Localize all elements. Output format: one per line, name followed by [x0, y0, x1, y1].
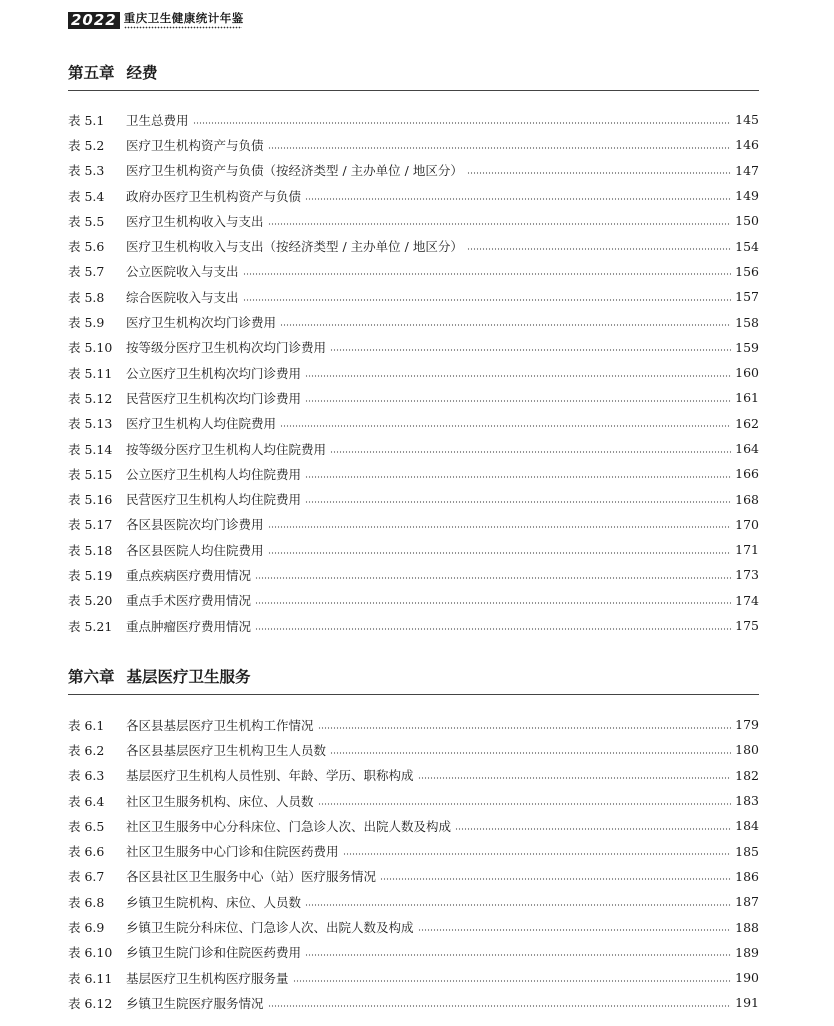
dot-leader	[243, 299, 731, 301]
dot-leader	[418, 777, 731, 779]
page-number: 187	[735, 894, 759, 910]
table-title: 重点疾病医疗费用情况	[126, 567, 252, 583]
table-title: 社区卫生服务机构、床位、人员数	[126, 793, 314, 809]
table-number: 表 5.14	[68, 441, 113, 457]
toc-entry[interactable]	[68, 588, 759, 613]
table-number: 表 5.16	[68, 492, 113, 508]
toc-entry[interactable]	[68, 512, 759, 537]
page-number: 150	[735, 213, 759, 229]
toc-entry[interactable]	[68, 788, 759, 813]
table-number: 表 6.8	[68, 894, 105, 910]
table-number: 表 6.1	[68, 717, 105, 733]
chapter-5-toc	[68, 107, 759, 638]
toc-entry[interactable]	[68, 537, 759, 562]
page-number: 160	[735, 365, 759, 381]
toc-entry[interactable]	[68, 813, 759, 838]
table-title: 按等级分医疗卫生机构次均门诊费用	[126, 340, 327, 356]
dot-leader	[467, 172, 731, 174]
table-number: 表 5.19	[68, 567, 113, 583]
table-number: 表 5.10	[68, 340, 113, 356]
toc-entry[interactable]	[68, 259, 759, 284]
page-number: 182	[735, 767, 759, 783]
toc-entry[interactable]	[68, 360, 759, 385]
dot-leader	[343, 853, 731, 855]
table-title: 重点手术医疗费用情况	[126, 593, 252, 609]
chapter-rule	[68, 694, 759, 695]
toc-entry[interactable]	[68, 486, 759, 511]
toc-entry[interactable]	[68, 965, 759, 990]
dot-leader	[305, 476, 731, 478]
book-title: 重庆卫生健康统计年鉴	[123, 11, 244, 25]
table-title: 乡镇卫生院分科床位、门急诊人次、出院人数及构成	[126, 920, 414, 936]
chapter-5-heading	[68, 62, 759, 91]
table-title: 公立医疗卫生机构次均门诊费用	[126, 365, 302, 381]
table-number: 表 6.10	[68, 945, 113, 961]
table-title: 医疗卫生机构次均门诊费用	[126, 315, 277, 331]
dot-leader	[380, 878, 731, 880]
toc-entry[interactable]	[68, 233, 759, 258]
table-title: 乡镇卫生院医疗服务情况	[126, 995, 264, 1011]
table-number: 表 5.5	[68, 213, 105, 229]
dot-leader	[243, 273, 731, 275]
table-number: 表 5.13	[68, 416, 113, 432]
page-number: 147	[735, 162, 759, 178]
toc-entry[interactable]	[68, 132, 759, 157]
toc-entry[interactable]	[68, 613, 759, 638]
dot-leader	[330, 752, 731, 754]
dot-leader	[255, 628, 731, 630]
dot-leader	[455, 828, 731, 830]
page-number: 159	[735, 339, 759, 355]
page-number: 162	[735, 415, 759, 431]
table-title: 乡镇卫生院机构、床位、人员数	[126, 894, 302, 910]
table-number: 表 5.1	[68, 112, 105, 128]
table-number: 表 6.12	[68, 995, 113, 1011]
table-number: 表 5.6	[68, 239, 105, 255]
dot-leader	[280, 324, 731, 326]
page-number: 154	[735, 238, 759, 254]
table-title: 各区县社区卫生服务中心（站）医疗服务情况	[126, 869, 377, 885]
dot-leader	[305, 400, 731, 402]
table-title: 基层医疗卫生机构人员性别、年龄、学历、职称构成	[126, 768, 414, 784]
toc-entry[interactable]	[68, 838, 759, 863]
table-title: 综合医院收入与支出	[126, 289, 239, 305]
table-number: 表 6.5	[68, 818, 105, 834]
dot-leader	[305, 375, 731, 377]
toc-entry[interactable]	[68, 208, 759, 233]
chapter-number: 第六章	[68, 667, 115, 686]
table-title: 政府办医疗卫生机构资产与负债	[126, 188, 302, 204]
dot-leader	[330, 451, 731, 453]
toc-entry[interactable]	[68, 889, 759, 914]
page-number: 188	[735, 919, 759, 935]
dot-leader	[418, 929, 731, 931]
table-title: 卫生总费用	[126, 112, 189, 128]
table-title: 公立医疗卫生机构人均住院费用	[126, 466, 302, 482]
table-number: 表 6.9	[68, 920, 105, 936]
chapter-rule	[68, 90, 759, 91]
page-number: 174	[735, 592, 759, 608]
table-title: 医疗卫生机构资产与负债（按经济类型 / 主办单位 / 地区分）	[126, 163, 463, 179]
table-title: 民营医疗卫生机构人均住院费用	[126, 492, 302, 508]
page-number: 170	[735, 516, 759, 532]
toc-entry[interactable]	[68, 990, 759, 1015]
page-number: 184	[735, 818, 759, 834]
toc-entry[interactable]	[68, 335, 759, 360]
dot-leader	[268, 147, 731, 149]
table-title: 各区县医院次均门诊费用	[126, 517, 264, 533]
toc-entry[interactable]	[68, 864, 759, 889]
table-title: 社区卫生服务中心分科床位、门急诊人次、出院人数及构成	[126, 818, 452, 834]
chapter-name: 基层医疗卫生服务	[126, 667, 251, 686]
table-number: 表 6.11	[68, 970, 113, 986]
dot-leader	[268, 552, 731, 554]
table-title: 医疗卫生机构收入与支出（按经济类型 / 主办单位 / 地区分）	[126, 239, 463, 255]
table-title: 乡镇卫生院门诊和住院医药费用	[126, 945, 302, 961]
table-number: 表 5.17	[68, 517, 113, 533]
table-number: 表 5.9	[68, 315, 105, 331]
page-number: 183	[735, 793, 759, 809]
page-number: 146	[735, 137, 759, 153]
year-badge: 2022	[68, 12, 120, 29]
table-title: 公立医院收入与支出	[126, 264, 239, 280]
table-title: 医疗卫生机构资产与负债	[126, 137, 264, 153]
dot-leader	[193, 122, 731, 124]
table-title: 基层医疗卫生机构医疗服务量	[126, 970, 289, 986]
toc-entry[interactable]	[68, 158, 759, 183]
table-title: 各区县基层医疗卫生机构卫生人员数	[126, 742, 327, 758]
page-number: 173	[735, 567, 759, 583]
toc-entry[interactable]	[68, 914, 759, 939]
toc-entry[interactable]	[68, 763, 759, 788]
dot-leader	[268, 526, 731, 528]
table-number: 表 6.3	[68, 768, 105, 784]
page-number: 168	[735, 491, 759, 507]
toc-entry[interactable]	[68, 461, 759, 486]
table-title: 医疗卫生机构人均住院费用	[126, 416, 277, 432]
toc-entry[interactable]	[68, 562, 759, 587]
page-number: 158	[735, 314, 759, 330]
toc-entry[interactable]	[68, 712, 759, 737]
table-number: 表 5.21	[68, 618, 113, 634]
table-title: 民营医疗卫生机构次均门诊费用	[126, 390, 302, 406]
dot-leader	[318, 727, 731, 729]
toc-entry[interactable]	[68, 940, 759, 965]
table-title: 按等级分医疗卫生机构人均住院费用	[126, 441, 327, 457]
table-number: 表 5.8	[68, 289, 105, 305]
running-header	[68, 9, 244, 29]
table-number: 表 5.4	[68, 188, 105, 204]
page-number: 171	[735, 542, 759, 558]
table-title: 医疗卫生机构收入与支出	[126, 213, 264, 229]
page-number: 179	[735, 717, 759, 733]
dot-leader	[255, 577, 731, 579]
chapter-6-toc	[68, 712, 759, 1016]
dotted-underline	[124, 26, 242, 29]
chapter-title	[68, 62, 759, 84]
table-number: 表 5.3	[68, 163, 105, 179]
toc-entry[interactable]	[68, 436, 759, 461]
page-number: 156	[735, 263, 759, 279]
table-number: 表 6.6	[68, 844, 105, 860]
chapter-number: 第五章	[68, 63, 115, 82]
dot-leader	[293, 980, 731, 982]
page-number: 145	[735, 112, 759, 128]
table-number: 表 5.7	[68, 264, 105, 280]
page-number: 149	[735, 188, 759, 204]
dot-leader	[280, 425, 731, 427]
table-number: 表 5.2	[68, 137, 105, 153]
page-number: 191	[735, 995, 759, 1011]
table-number: 表 5.11	[68, 365, 113, 381]
page-number: 190	[735, 970, 759, 986]
table-title: 重点肿瘤医疗费用情况	[126, 618, 252, 634]
dot-leader	[330, 349, 731, 351]
dot-leader	[305, 198, 731, 200]
page-number: 161	[735, 390, 759, 406]
toc-entry[interactable]	[68, 309, 759, 334]
page-number: 185	[735, 843, 759, 859]
page-number: 180	[735, 742, 759, 758]
dot-leader	[467, 248, 731, 250]
table-number: 表 5.18	[68, 542, 113, 558]
table-title: 社区卫生服务中心门诊和住院医药费用	[126, 844, 339, 860]
toc-entry[interactable]	[68, 737, 759, 762]
toc-entry[interactable]	[68, 411, 759, 436]
dot-leader	[305, 954, 731, 956]
page-number: 166	[735, 466, 759, 482]
page-number: 175	[735, 618, 759, 634]
table-title: 各区县基层医疗卫生机构工作情况	[126, 717, 314, 733]
table-number: 表 5.12	[68, 390, 113, 406]
page-number: 164	[735, 441, 759, 456]
page-number: 189	[735, 944, 759, 960]
table-number: 表 6.7	[68, 869, 105, 885]
dot-leader	[255, 602, 731, 604]
table-number: 表 5.20	[68, 593, 113, 609]
toc-entry[interactable]	[68, 284, 759, 309]
dot-leader	[318, 803, 731, 805]
dot-leader	[305, 904, 731, 906]
page-number: 157	[735, 289, 759, 305]
toc-entry[interactable]	[68, 385, 759, 410]
table-title: 各区县医院人均住院费用	[126, 542, 264, 558]
toc-entry[interactable]	[68, 183, 759, 208]
table-number: 表 5.15	[68, 466, 113, 482]
table-number: 表 6.4	[68, 793, 105, 809]
dot-leader	[268, 223, 731, 225]
table-number: 表 6.2	[68, 742, 105, 758]
dot-leader	[268, 1005, 731, 1007]
dot-leader	[305, 501, 731, 503]
chapter-title	[68, 666, 759, 688]
chapter-name: 经费	[126, 63, 158, 82]
toc-entry[interactable]	[68, 107, 759, 132]
page-number: 186	[735, 868, 759, 884]
book-title-block	[124, 12, 244, 29]
chapter-6-heading	[68, 666, 759, 695]
